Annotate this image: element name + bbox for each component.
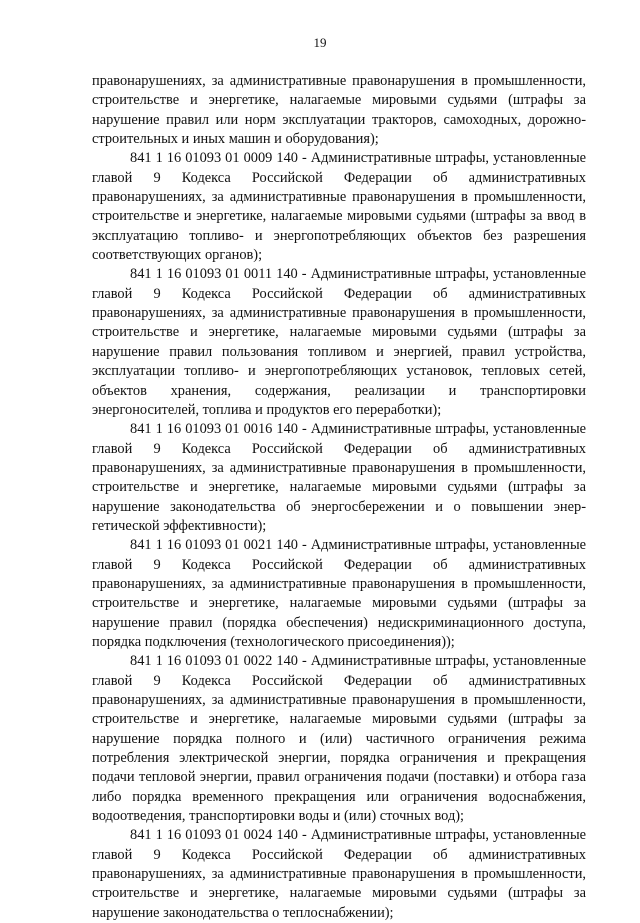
paragraph-kbk-0021: 841 1 16 01093 01 0021 140 - Административные штрафы, установленные главой 9 Кодекса Российской Федерации об административных правонарушениях, за административные правонарушения в промышленности, строительстве и энергетике, налагаемые мировыми судьями (штрафы за нарушение правил (порядка обеспечения) недискриминационного доступа, порядка подключения (технологического присоединения)); [92, 537, 586, 650]
paragraph-kbk-0022: 841 1 16 01093 01 0022 140 - Административные штрафы, установленные главой 9 Кодекса Российской Федерации об административных правонарушениях, за административные правонарушения в промышленности, строительстве и энергетике, налагаемые мировыми судьями (штрафы за нарушение порядка полного и (или) частичного ограничения режима потребления электрической энергии, порядка ограничения и прекращения подачи тепловой энергии, правил ограничения подачи (поставки) и отбора газа либо порядка временного прекращения или ограничения водоснабжения, водоотведения, транспортировки воды и (или) сточных вод); [92, 653, 586, 825]
paragraph-continuation: правонарушениях, за административные правонарушения в промышленности, строительстве и энергетике, налагаемые мировыми судьями (штрафы за нарушение правил или норм эксплуатации тракторов, самоходных, дорожно-строительных и иных машин и оборудования); [92, 73, 586, 148]
paragraph-kbk-0009: 841 1 16 01093 01 0009 140 - Административные штрафы, установленные главой 9 Кодекса Российской Федерации об административных правонарушениях, за административные правонарушения в промышленности, строительстве и энергетике, налагаемые мировыми судьями (штрафы за ввод в эксплуатацию топливо- и энергопотребляющих объектов без разрешения соответствующих органов); [92, 150, 586, 264]
paragraph-kbk-0024: 841 1 16 01093 01 0024 140 - Административные штрафы, установленные главой 9 Кодекса Российской Федерации об административных правонарушениях, за административные правонарушения в промышленности, строительстве и энергетике, налагаемые мировыми судьями (штрафы за нарушение законодательства о теплоснабжении); [92, 827, 586, 921]
paragraph-kbk-0016: 841 1 16 01093 01 0016 140 - Административные штрафы, установленные главой 9 Кодекса Российской Федерации об административных правонарушениях, за административные правонарушения в промышленности, строительстве и энергетике, налагаемые мировыми судьями (штрафы за нарушение законодательства об энергосбережении и о повышении энергетической эффективности); [92, 421, 586, 534]
paragraph-kbk-0011: 841 1 16 01093 01 0011 140 - Административные штрафы, установленные главой 9 Кодекса Российской Федерации об административных правонарушениях, за административные правонарушения в промышленности, строительстве и энергетике, налагаемые мировыми судьями (штрафы за нарушение правил пользования топливом и энергией, правил устройства, эксплуатации топливо- и энергопотребляющих установок, тепловых сетей, объектов хранения, содержания, реализации и транспортировки энергоносителей, топлива и продуктов его переработки); [92, 266, 586, 418]
page-number: 19 [313, 35, 327, 50]
document-body [92, 72, 586, 923]
